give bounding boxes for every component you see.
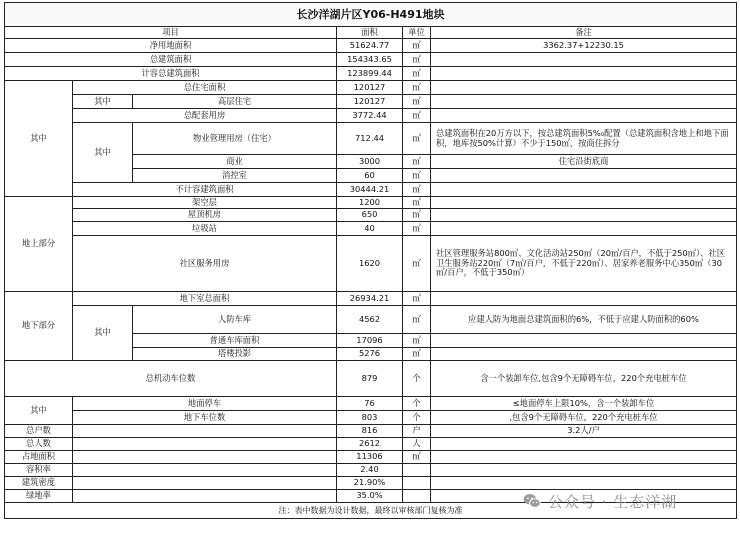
row-note (431, 292, 737, 306)
row-note: 住宅沿街底商 (431, 155, 737, 169)
row-label: 垃圾站 (73, 222, 337, 236)
group-label: 地上部分 (5, 197, 73, 292)
row-note: 3.2人/户 (431, 425, 737, 438)
row-unit (403, 464, 431, 477)
row-value: 1200 (337, 197, 403, 209)
row-note: 总建筑面积在20万方以下，按总建筑面积5%₀配置（总建筑面积含地上和地下面积，地库按50%计算）不少于150㎡，按商住拆分 (431, 123, 737, 155)
row-value: 4562 (337, 306, 403, 334)
row-unit: ㎡ (403, 451, 431, 464)
row-value: 35.0% (337, 490, 403, 503)
row-label: 占地面积 (5, 451, 73, 464)
table-row (5, 197, 737, 209)
table-footnote: 注：表中数据为设计数据，最终以审核部门复核为准 (5, 503, 737, 519)
row-unit: ㎡ (403, 197, 431, 209)
row-unit: 个 (403, 411, 431, 425)
row-unit: ㎡ (403, 123, 431, 155)
row-value: 123899.44 (337, 67, 403, 81)
row-unit: 户 (403, 425, 431, 438)
row-label: 总人数 (5, 438, 73, 451)
table-row (5, 236, 737, 292)
row-note (431, 438, 737, 451)
table-row (5, 67, 737, 81)
row-label: 普通车库面积 (133, 334, 337, 348)
row-note (431, 169, 737, 183)
land-parcel-table (4, 2, 737, 519)
table-row (5, 183, 737, 197)
row-value: 2612 (337, 438, 403, 451)
col-header-item: 项目 (5, 27, 337, 39)
row-value: 3000 (337, 155, 403, 169)
row-label: 地面停车 (73, 397, 337, 411)
table-row (5, 397, 737, 411)
subgroup-label: 其中 (73, 306, 133, 361)
table-row (5, 95, 737, 109)
table-row (5, 361, 737, 397)
row-value: 2.40 (337, 464, 403, 477)
row-note: 含一个装卸车位,包含9个无障碍车位，220个充电桩车位 (431, 361, 737, 397)
watermark-text: 公众号 · 生态洋湖 (548, 492, 678, 511)
table-row (5, 306, 737, 334)
row-spacer (73, 451, 337, 464)
row-unit: ㎡ (403, 348, 431, 361)
row-unit: ㎡ (403, 81, 431, 95)
row-label: 消控室 (133, 169, 337, 183)
row-unit: ㎡ (403, 53, 431, 67)
row-note (431, 222, 737, 236)
row-value: 60 (337, 169, 403, 183)
row-label: 计容总建筑面积 (5, 67, 337, 81)
table-row (5, 209, 737, 222)
row-value: 1620 (337, 236, 403, 292)
table-row (5, 464, 737, 477)
row-unit: ㎡ (403, 95, 431, 109)
row-unit: 人 (403, 438, 431, 451)
row-note (431, 95, 737, 109)
row-value: 21.90% (337, 477, 403, 490)
row-label: 净用地面积 (5, 39, 337, 53)
table-row (5, 438, 737, 451)
table-row (5, 39, 737, 53)
row-unit (403, 490, 431, 503)
row-value: 76 (337, 397, 403, 411)
row-value: 650 (337, 209, 403, 222)
title-row (5, 3, 737, 27)
row-label: 塔楼投影 (133, 348, 337, 361)
row-label: 总机动车位数 (5, 361, 337, 397)
row-note (431, 209, 737, 222)
row-spacer (73, 425, 337, 438)
row-value: 879 (337, 361, 403, 397)
table-row (5, 292, 737, 306)
row-value: 40 (337, 222, 403, 236)
table-row (5, 425, 737, 438)
table-row (5, 109, 737, 123)
header-row (5, 27, 737, 39)
group-label: 地下部分 (5, 292, 73, 361)
row-value: 30444.21 (337, 183, 403, 197)
row-value: 120127 (337, 95, 403, 109)
row-label: 容积率 (5, 464, 73, 477)
col-header-area: 面积 (337, 27, 403, 39)
table-row (5, 222, 737, 236)
row-label: 架空层 (73, 197, 337, 209)
table-row (5, 411, 737, 425)
row-label: 建筑密度 (5, 477, 73, 490)
row-value: 816 (337, 425, 403, 438)
row-label: 总建筑面积 (5, 53, 337, 67)
row-note (431, 334, 737, 348)
row-label: 总配套用房 (73, 109, 337, 123)
row-unit: ㎡ (403, 67, 431, 81)
table-title: 长沙洋湖片区Y06-H491地块 (5, 3, 737, 27)
row-note (431, 348, 737, 361)
row-label: 不计容建筑面积 (73, 183, 337, 197)
row-label: 总住宅面积 (73, 81, 337, 95)
watermark (522, 488, 732, 514)
row-value: 712.44 (337, 123, 403, 155)
row-note (431, 53, 737, 67)
row-value: 51624.77 (337, 39, 403, 53)
row-label: 人防车库 (133, 306, 337, 334)
subgroup-label: 其中 (73, 95, 133, 109)
subgroup-label: 其中 (73, 123, 133, 183)
row-note (431, 197, 737, 209)
row-note: ≤地面停车上限10%，含一个装卸车位 (431, 397, 737, 411)
table-row (5, 123, 737, 155)
table-row (5, 53, 737, 67)
data-sheet (4, 2, 736, 528)
row-spacer (73, 464, 337, 477)
row-value: 26934.21 (337, 292, 403, 306)
row-value: 5276 (337, 348, 403, 361)
row-note (431, 451, 737, 464)
row-value: 803 (337, 411, 403, 425)
row-unit: 个 (403, 361, 431, 397)
group-label: 其中 (5, 397, 73, 425)
row-note (431, 183, 737, 197)
row-value: 120127 (337, 81, 403, 95)
row-note: 3362.37+12230.15 (431, 39, 737, 53)
row-spacer (73, 438, 337, 451)
row-label: 物业管理用房（住宅） (133, 123, 337, 155)
row-label: 绿地率 (5, 490, 73, 503)
row-value: 11306 (337, 451, 403, 464)
row-label: 高层住宅 (133, 95, 337, 109)
row-unit: ㎡ (403, 169, 431, 183)
row-label: 社区服务用房 (73, 236, 337, 292)
col-header-unit: 单位 (403, 27, 431, 39)
row-note (431, 464, 737, 477)
row-value: 154343.65 (337, 53, 403, 67)
row-unit: ㎡ (403, 334, 431, 348)
row-note: 社区管理服务站800㎡、文化活动站250㎡（20㎡/百户，不低于250㎡）、社区卫生服务站220㎡（7㎡/百户，不低于220㎡）、居家养老服务中心350㎡（30㎡/百户，不低于350㎡） (431, 236, 737, 292)
row-unit: ㎡ (403, 155, 431, 169)
row-unit: ㎡ (403, 292, 431, 306)
row-spacer (73, 490, 337, 503)
row-note (431, 81, 737, 95)
row-note: ,包含9个无障碍车位，220个充电桩车位 (431, 411, 737, 425)
row-unit: 个 (403, 397, 431, 411)
row-label: 地下室总面积 (73, 292, 337, 306)
row-unit: ㎡ (403, 209, 431, 222)
row-unit: ㎡ (403, 236, 431, 292)
row-unit: ㎡ (403, 109, 431, 123)
row-label: 商业 (133, 155, 337, 169)
table-row (5, 451, 737, 464)
row-unit: ㎡ (403, 222, 431, 236)
row-unit: ㎡ (403, 39, 431, 53)
row-value: 17096 (337, 334, 403, 348)
table-row (5, 81, 737, 95)
row-note (431, 67, 737, 81)
row-spacer (73, 477, 337, 490)
row-note (431, 109, 737, 123)
row-unit (403, 477, 431, 490)
row-label: 地下车位数 (73, 411, 337, 425)
row-note: 应建人防为地面总建筑面积的6%，不低于应建人防面积的60% (431, 306, 737, 334)
row-unit: ㎡ (403, 306, 431, 334)
row-label: 屋顶机房 (73, 209, 337, 222)
group-label: 其中 (5, 81, 73, 197)
row-unit: ㎡ (403, 183, 431, 197)
wechat-icon (522, 491, 542, 511)
col-header-note: 备注 (431, 27, 737, 39)
row-value: 3772.44 (337, 109, 403, 123)
row-label: 总户数 (5, 425, 73, 438)
